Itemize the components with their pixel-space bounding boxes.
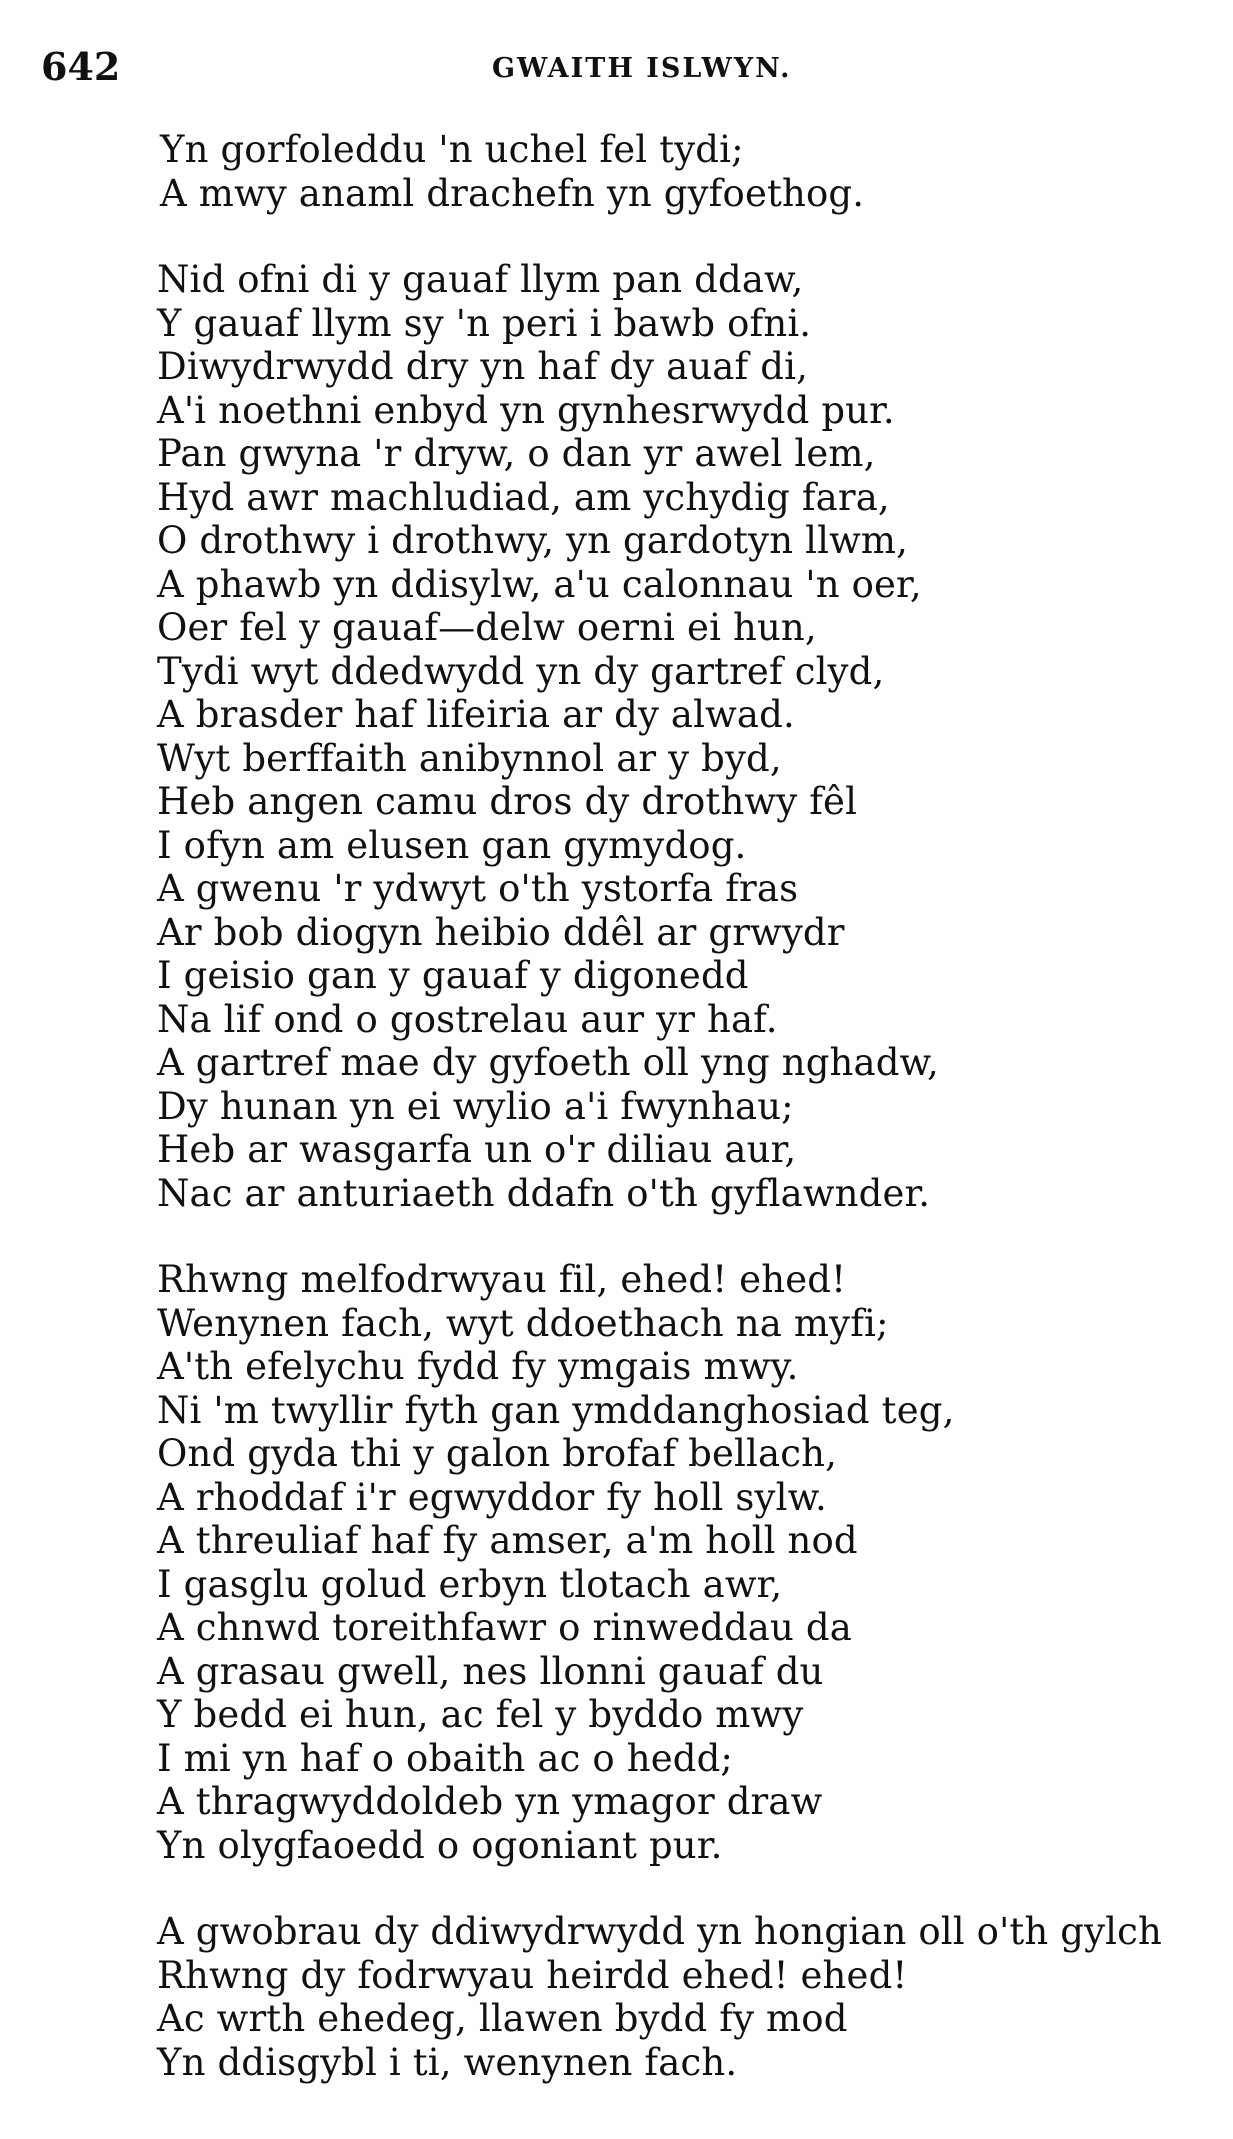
poem-line: Diwydrwydd dry yn haf dy auaf di, bbox=[157, 345, 809, 388]
poem-line: A rhoddaf i'r egwyddor fy holl sylw. bbox=[157, 1475, 827, 1519]
poem-line: Ac wrth ehedeg, llawen bydd fy mod bbox=[157, 1997, 848, 2040]
poem-line: Yn gorfoleddu 'n uchel fel tydi; bbox=[160, 128, 744, 171]
poem-line: Heb angen camu dros dy drothwy fêl bbox=[157, 780, 858, 823]
poem-line: I ofyn am elusen gan gymydog. bbox=[157, 823, 747, 867]
poem-line: Yn olygfaoedd o ogoniant pur. bbox=[157, 1823, 723, 1867]
poem-line: A phawb yn ddisylw, a'u calonnau 'n oer, bbox=[157, 562, 922, 606]
poem-line: A thragwyddoldeb yn ymagor draw bbox=[157, 1780, 823, 1823]
poem-line: Rhwng dy fodrwyau heirdd ehed! ehed! bbox=[157, 1953, 908, 1997]
poem-line: A brasder haf lifeiria ar dy alwad. bbox=[157, 693, 795, 736]
poem-line: A gwobrau dy ddiwydrwydd yn hongian oll o'th gylch bbox=[157, 1910, 1163, 1953]
stanza-2 bbox=[157, 258, 1220, 1215]
poem-line: Nac ar anturiaeth ddafn o'th gyflawnder. bbox=[157, 1171, 931, 1215]
poem-line: Nid ofni di y gauaf llym pan ddaw, bbox=[157, 258, 804, 301]
poem-line: Tydi wyt ddedwydd yn dy gartref clyd, bbox=[157, 649, 885, 693]
poem-line: O drothwy i drothwy, yn gardotyn llwm, bbox=[157, 519, 909, 562]
poem-line: Yn ddisgybl i ti, wenynen fach. bbox=[157, 2040, 738, 2084]
poem-line: I mi yn haf o obaith ac o hedd; bbox=[157, 1736, 734, 1780]
poem-line: A'th efelychu fydd fy ymgais mwy. bbox=[157, 1345, 799, 1388]
poem-line: Wenynen fach, wyt ddoethach na myfi; bbox=[157, 1301, 889, 1345]
poem-line: Ni 'm twyllir fyth gan ymddanghosiad teg, bbox=[157, 1388, 955, 1432]
poem-line: A grasau gwell, nes llonni gauaf du bbox=[157, 1649, 824, 1693]
poem-line: Oer fel y gauaf—delw oerni ei hun, bbox=[157, 606, 817, 649]
stanza-3 bbox=[157, 1258, 1220, 1867]
stanza-1 bbox=[160, 128, 1220, 215]
page-number: 642 bbox=[41, 44, 121, 89]
poem-line: Na lif ond o gostrelau aur yr haf. bbox=[157, 997, 778, 1041]
poem-line: Y gauaf llym sy 'n peri i bawb ofni. bbox=[157, 301, 812, 345]
poem-line: Y bedd ei hun, ac fel y byddo mwy bbox=[157, 1693, 804, 1736]
poem-line: I geisio gan y gauaf y digonedd bbox=[157, 954, 749, 997]
poem-line: A chnwd toreithfawr o rinweddau da bbox=[157, 1606, 852, 1649]
poem-line: Heb ar wasgarfa un o'r diliau aur, bbox=[157, 1128, 797, 1171]
poem-line: A threuliaf haf fy amser, a'm holl nod bbox=[157, 1519, 858, 1562]
poem-line: Rhwng melfodrwyau fil, ehed! ehed! bbox=[157, 1258, 847, 1301]
stanza-4 bbox=[157, 1910, 1220, 2084]
poem-line: Hyd awr machludiad, am ychydig fara, bbox=[157, 475, 890, 519]
poem-line: A mwy anaml drachefn yn gyfoethog. bbox=[160, 171, 865, 215]
poem-line: Wyt berffaith anibynnol ar y byd, bbox=[157, 736, 782, 780]
poem-line: A'i noethni enbyd yn gynhesrwydd pur. bbox=[157, 388, 895, 432]
poem-line: A gwenu 'r ydwyt o'th ystorfa fras bbox=[157, 867, 799, 910]
poem-line: Dy hunan yn ei wylio a'i fwynhau; bbox=[157, 1084, 794, 1128]
running-title: GWAITH ISLWYN. bbox=[492, 53, 792, 84]
poem-body bbox=[157, 128, 1220, 2084]
poem-line: Ar bob diogyn heibio ddêl ar grwydr bbox=[157, 910, 845, 954]
poem-line: I gasglu golud erbyn tlotach awr, bbox=[157, 1562, 783, 1606]
poem-line: Pan gwyna 'r dryw, o dan yr awel lem, bbox=[157, 432, 876, 475]
poem-line: Ond gyda thi y galon brofaf bellach, bbox=[157, 1432, 837, 1475]
poem-line: A gartref mae dy gyfoeth oll yng nghadw, bbox=[157, 1041, 939, 1084]
